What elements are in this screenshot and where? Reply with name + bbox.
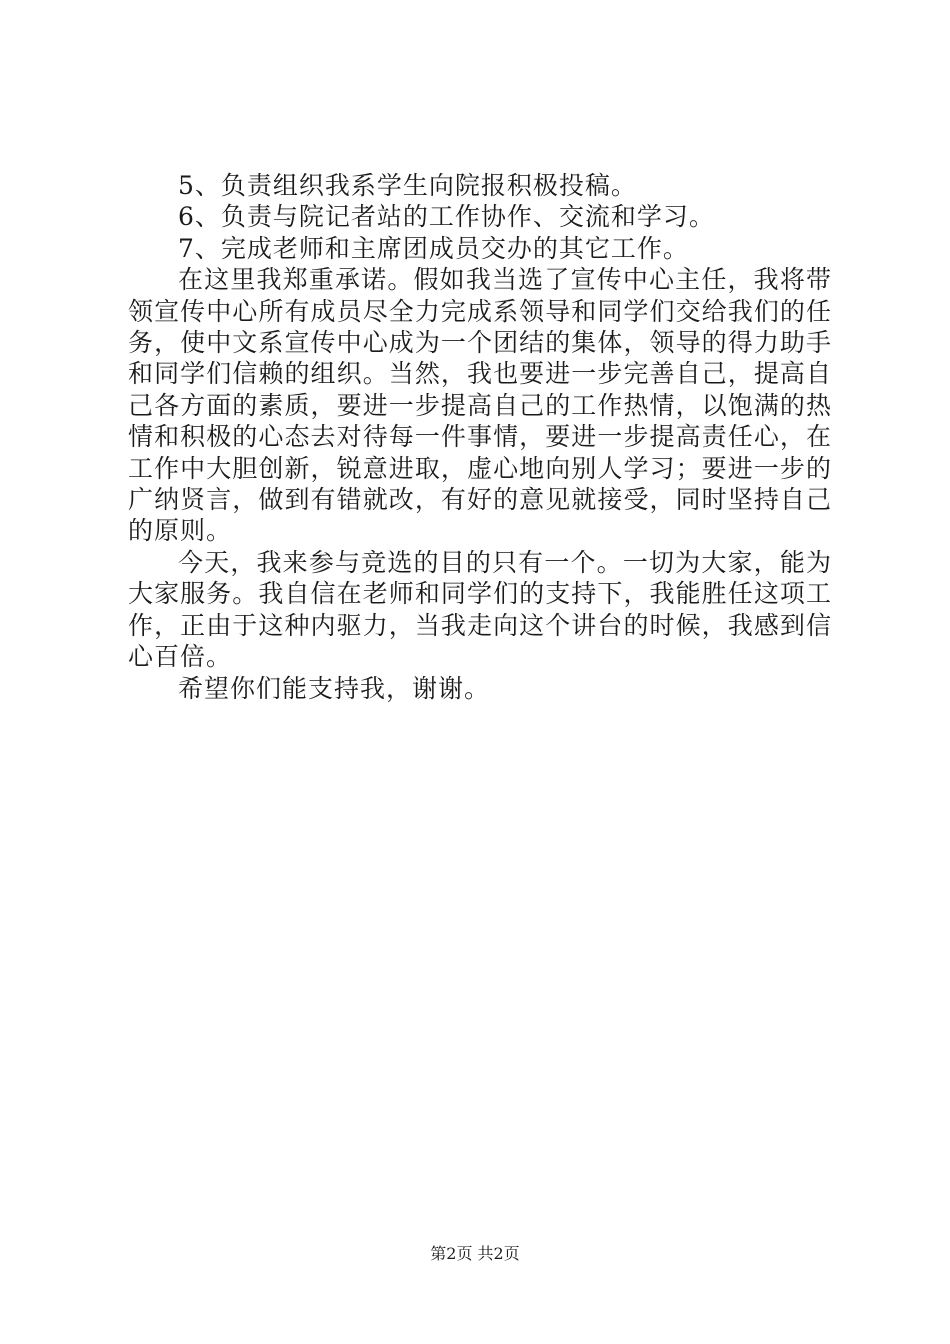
document-body: [128, 170, 832, 704]
purpose-paragraph: 今天，我来参与竞选的目的只有一个。一切为大家，能为大家服务。我自信在老师和同学们的支持下，我能胜任这项工作，正由于这种内驱力，当我走向这个讲台的时候，我感到信心百倍。: [128, 547, 832, 672]
list-item-5: 5、负责组织我系学生向院报积极投稿。: [178, 171, 637, 200]
closing-paragraph: 希望你们能支持我，谢谢。: [178, 673, 491, 703]
list-item-6: 6、负责与院记者站的工作协作、交流和学习。: [178, 202, 715, 232]
promise-paragraph: 在这里我郑重承诺。假如我当选了宣传中心主任，我将带领宣传中心所有成员尽全力完成系领导和同学们交给我们的任务，使中文系宣传中心成为一个团结的集体，领导的得力助手和同学们信赖的组织。当然，我也要进一步完善自己，提高自己各方面的素质，要进一步提高自己的工作热情，以饱满的热情和积极的心态去对待每一件事情，要进一步提高责任心，在工作中大胆创新，锐意进取，虚心地向别人学习；要进一步的广纳贤言，做到有错就改，有好的意见就接受，同时坚持自己的原则。: [128, 265, 832, 546]
list-item-7: 7、完成老师和主席团成员交办的其它工作。: [178, 233, 689, 263]
page-footer: 第2页 共2页: [430, 1244, 520, 1263]
